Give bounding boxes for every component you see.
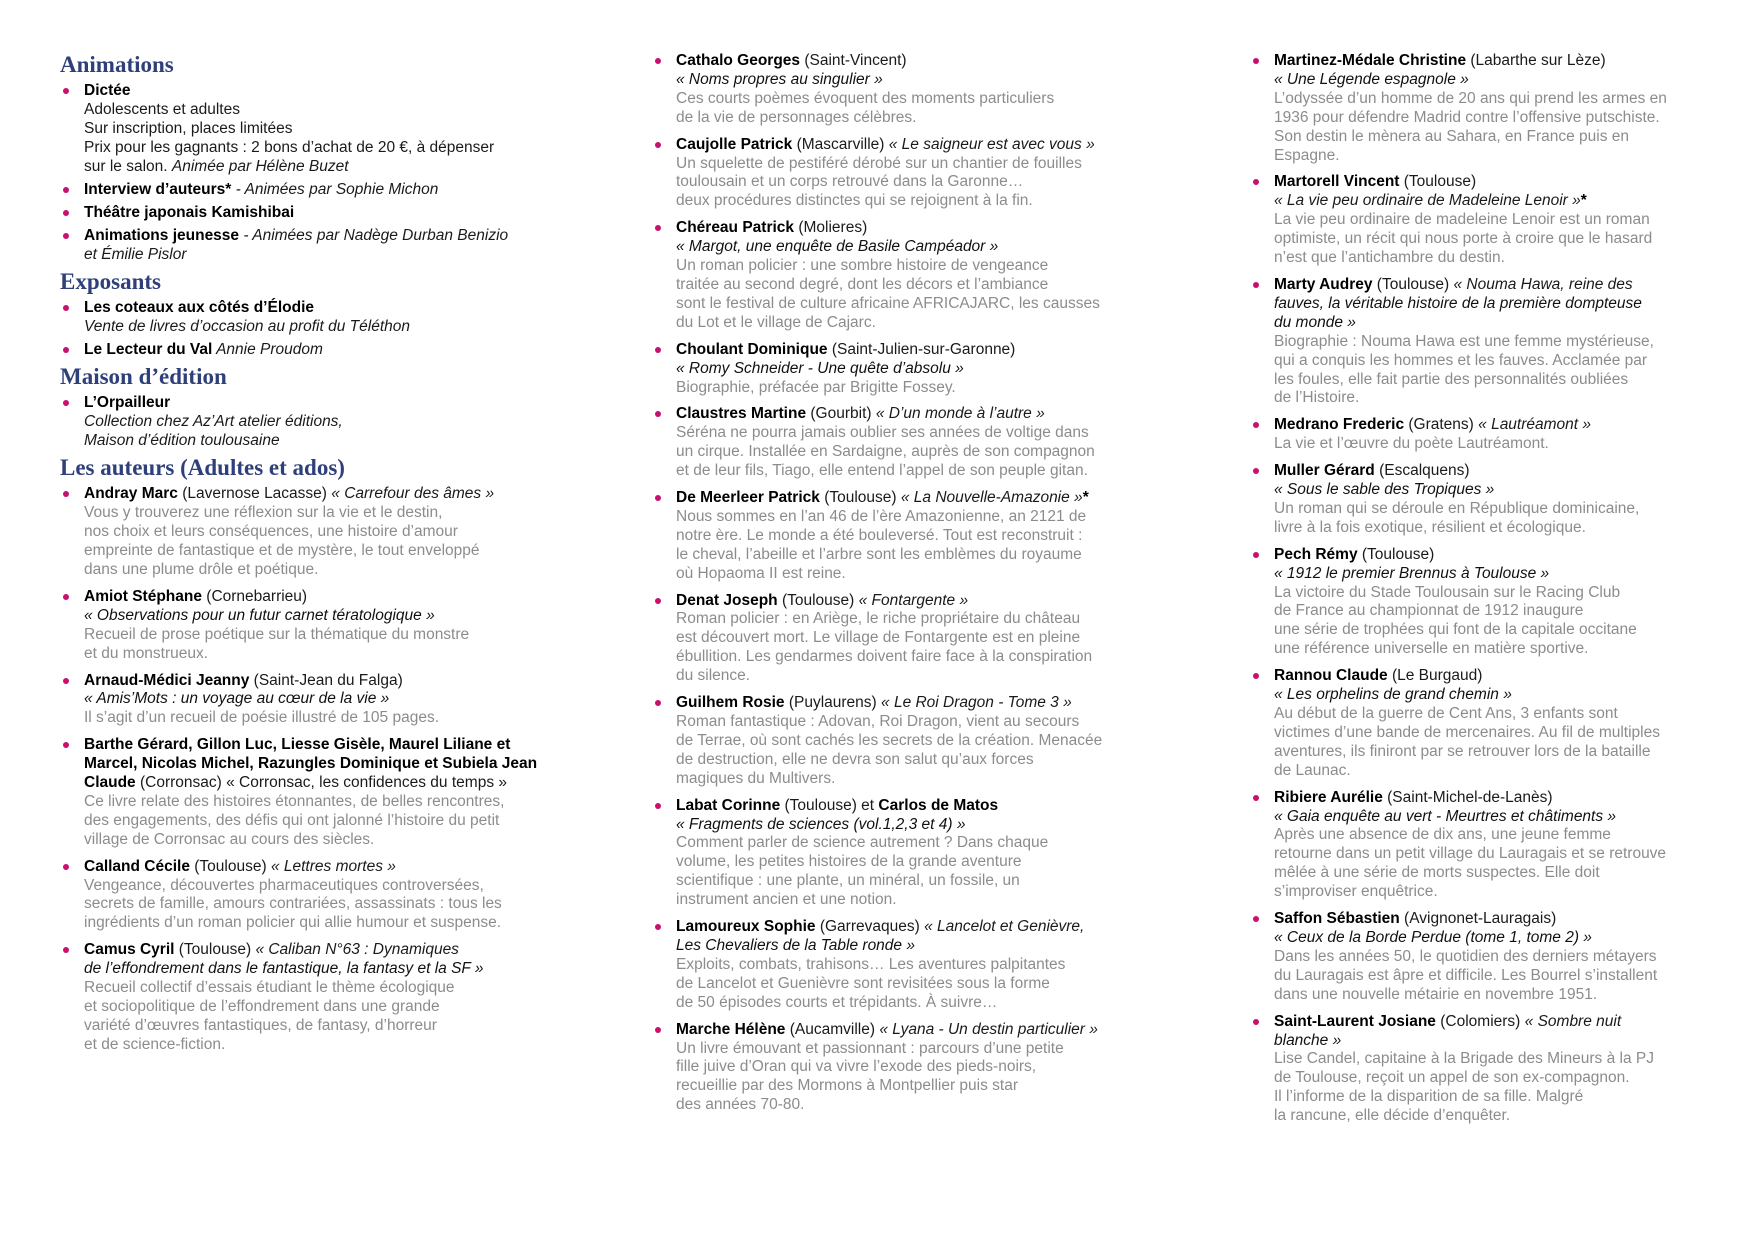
author-name: Arnaud-Médici Jeanny [84,671,250,689]
author-entry [652,918,1152,1013]
item-animator: - Animées par Sophie Michon [231,180,439,198]
book-description: est découvert mort. Le village de Fontargente est en pleine [676,629,1081,647]
author-name: Andray Marc [84,485,178,503]
authors-list-col3 [1250,52,1720,1126]
book-title: « Sombre nuit [1524,1012,1622,1030]
book-description: empreinte de fantastique et de mystère, le tout enveloppé [84,542,480,560]
book-description: Comment parler de science autrement ? Dans chaque [676,834,1049,852]
author-name: Guilhem Rosie [676,694,785,712]
author-place: (Garrevaques) [815,918,925,936]
bullet-icon [655,598,661,604]
author-place: (Labarthe sur Lèze) [1466,52,1606,69]
column-middle [652,52,1152,1123]
bullet-icon [1253,552,1259,558]
item-name: Interview d’auteurs* [84,180,232,198]
book-description: toulousain et un corps retrouvé dans la Garonne… [676,173,1024,191]
section-heading-maison: Maison d’édition [60,363,227,389]
book-description: Lise Candel, capitaine à la Brigade des Mineurs à la PJ [1274,1050,1654,1068]
book-description: variété d’œuvres fantastiques, de fantasy, d’horreur [84,1016,437,1034]
book-description: Dans les années 50, le quotidien des derniers métayers [1274,947,1657,965]
book-title: Les Chevaliers de la Table ronde » [676,936,915,954]
author-place: (Le Burgaud) [1387,667,1483,685]
author-name: Choulant Dominique [676,340,828,358]
book-title: « Margot, une enquête de Basile Campéador » [676,238,999,256]
book-description: aventures, ils finiront par se retrouver lors de la bataille [1274,742,1651,760]
column-left [60,52,580,1063]
bullet-icon [1253,795,1259,801]
author-place: (Toulouse) [189,857,271,875]
book-description: Biographie : Nouma Hawa est une femme mystérieuse, [1274,332,1654,350]
book-description: Biographie, préfacée par Brigitte Fossey. [676,378,956,396]
author-place: (Saint-Jean du Falga) [249,671,403,689]
book-description: dans une plume drôle et poétique. [84,560,319,578]
item-animator: et Émilie Pislor [84,245,187,263]
item-name: Le Lecteur du Val [84,340,213,358]
book-description: Vengeance, découvertes pharmaceutiques controversées, [84,876,484,894]
exposants-list [60,299,580,360]
list-item-dictee [60,82,580,177]
book-description: volume, les petites histoires de la grande aventure [676,853,1022,871]
bullet-icon [655,924,661,930]
author-place: (Escalquens) [1374,462,1470,480]
book-title: « Romy Schneider - Une quête d’absolu » [676,359,964,377]
book-description: nos choix et leurs conséquences, une histoire d’amour [84,523,458,541]
author-name: Rannou Claude [1274,667,1388,685]
maison-list [60,394,580,451]
book-description: La vie peu ordinaire de madeleine Lenoir est un roman [1274,211,1650,229]
bullet-icon [63,305,69,311]
book-title: du monde » [1274,313,1356,331]
bullet-icon [655,803,661,809]
book-description: et de science-fiction. [84,1035,226,1053]
book-description: La vie et l’œuvre du poète Lautréamont. [1274,435,1549,453]
book-description: du Lauragais est âpre et difficile. Les Bourrel s’installent [1274,966,1658,984]
book-title: « La Nouvelle-Amazonie » [900,489,1083,507]
author-name: Marty Audrey [1274,275,1373,293]
book-description: du silence. [676,667,751,685]
asterisk-mark: * [1082,489,1089,507]
author-entry [1250,173,1720,268]
book-description: qui a conquis les hommes et les fauves. Acclamée par [1274,351,1648,369]
author-entry [652,797,1152,910]
book-description: secrets de famille, amours contrariées, assassinats : tous les [84,895,502,913]
book-title: de l’effondrement dans le fantastique, la fantasy et la SF » [84,960,484,978]
book-description: retourne dans un petit village du Lauragais et se retrouve [1274,845,1667,863]
book-description: optimiste, un récit qui nous porte à croire que le hasard [1274,230,1653,248]
author-name: Chéreau Patrick [676,219,795,237]
bullet-icon [1253,422,1259,428]
author-place: (Cornebarrieu) [201,587,308,605]
bullet-icon [63,678,69,684]
author-entry [652,489,1152,584]
section-heading-auteurs: Les auteurs (Adultes et ados) [60,454,345,480]
bullet-icon [63,742,69,748]
item-name: Les coteaux aux côtés d’Élodie [84,299,314,317]
author-place: (Gratens) [1404,416,1479,434]
author-place: (Toulouse) [1399,173,1477,191]
book-description: Il l’informe de la disparition de sa fille. Malgré [1274,1088,1584,1106]
book-description: Séréna ne pourra jamais oublier ses années de voltige dans [676,424,1089,442]
section-heading-animations: Animations [60,52,174,77]
book-description: recueillie par des Mormons à Montpellier puis star [676,1077,1019,1095]
bullet-icon [655,58,661,64]
item-line: sur le salon. [84,158,168,176]
book-title: « Les orphelins de grand chemin » [1274,686,1512,704]
book-description: La victoire du Stade Toulousain sur le Racing Club [1274,583,1621,601]
book-title: « Caliban N°63 : Dynamiques [255,941,459,959]
book-description: scientifique : une plante, un minéral, un fossile, un [676,872,1020,890]
bullet-icon [1253,282,1259,288]
book-description: ingrédients d’un roman policier qui allie humour et suspense. [84,914,502,932]
book-description: de Terrae, où sont cachés les secrets de la création. Menacée [676,731,1103,749]
author-entry [652,405,1152,481]
book-title: « Gaia enquête au vert - Meurtres et châtiments » [1274,807,1617,825]
bullet-icon [63,347,69,353]
author-entry [1250,910,1720,1005]
book-description: deux procédures distinctes qui se rejoignent à la fin. [676,192,1033,210]
author-entry [60,485,580,580]
book-description: Un roman qui se déroule en République dominicaine, [1274,499,1640,517]
column-right [1250,52,1720,1134]
book-description: de destruction, elle ne devra son salut qu’aux forces [676,750,1034,768]
author-place: (Mascarville) [792,135,889,153]
author-place: (Corronsac) « Corronsac, les confidences du temps » [135,774,507,792]
book-description: de 50 épisodes courts et trépidants. À suivre… [676,993,998,1011]
author-entry [652,1021,1152,1116]
author-name: Claustres Martine [676,405,807,423]
author-name: Carlos de Matos [878,796,999,814]
book-description: Ce livre relate des histoires étonnantes, de belles rencontres, [84,792,505,810]
author-entry [652,341,1152,398]
bullet-icon [63,864,69,870]
author-entry [1250,546,1720,659]
author-entry [60,941,580,1054]
book-description: la rancune, elle décide d’enquêter. [1274,1107,1511,1125]
author-place: (Puylaurens) [784,694,882,712]
author-entry [60,858,580,934]
author-place: (Toulouse) [777,591,859,609]
book-title: « Carrefour des âmes » [331,485,495,503]
author-name: Martinez-Médale Christine [1274,52,1467,69]
item-line: Adolescents et adultes [84,101,240,119]
bullet-icon [655,225,661,231]
bullet-icon [1253,673,1259,679]
item-name: L’Orpailleur [84,394,171,412]
item-note: Annie Proudom [212,340,323,358]
list-item [60,341,580,360]
author-name: Lamoureux Sophie [676,918,816,936]
bullet-icon [63,400,69,406]
book-description: victimes d’une bande de mercenaires. Au fil de multiples [1274,723,1660,741]
item-note: Vente de livres d’occasion au profit du Téléthon [84,317,410,335]
item-name: Animations jeunesse [84,226,240,244]
author-place: (Saint-Michel-de-Lanès) [1382,788,1553,806]
item-name: Dictée [84,82,131,100]
book-description: du Lot et le village de Cajarc. [676,313,876,331]
item-name: Théâtre japonais Kamishibai [84,203,295,221]
author-place: (Saint-Vincent) [800,52,907,69]
book-description: livre à la fois exotique, résilient et écologique. [1274,518,1586,536]
author-name: Muller Gérard [1274,462,1375,480]
asterisk-mark: * [1580,192,1587,210]
author-name: De Meerleer Patrick [676,489,820,507]
book-description: notre ère. Le monde a été bouleversé. Tout est reconstruit : [676,526,1083,544]
author-name: Camus Cyril [84,941,175,959]
author-place: (Toulouse) [1357,545,1435,563]
author-entry [60,736,580,849]
bullet-icon [1253,58,1259,64]
book-title: « Lancelot et Genièvre, [924,918,1085,936]
author-entry [1250,667,1720,780]
book-description: un cirque. Installée en Sardaigne, auprès de son compagnon [676,443,1095,461]
author-entry [1250,416,1720,454]
bullet-icon [1253,1019,1259,1025]
author-entry [1250,789,1720,902]
list-item-interview [60,181,580,200]
book-description: village de Corronsac au cours des siècles. [84,830,375,848]
bullet-icon [63,88,69,94]
book-description: Un livre émouvant et passionnant : parcours d’une petite [676,1039,1064,1057]
bullet-icon [655,1027,661,1033]
item-animator: - Animées par Nadège Durban Benizio [239,226,509,244]
author-entry [652,136,1152,212]
book-description: Un roman policier : une sombre histoire de vengeance [676,257,1049,275]
book-description: le cheval, l’abeille et l’arbre sont les emblèmes du royaume [676,545,1082,563]
author-entry [652,52,1152,128]
author-name: Claude [84,774,136,792]
book-description: Un squelette de pestiféré dérobé sur un chantier de fouilles [676,154,1082,172]
book-title: « Fontargente » [858,591,969,609]
book-description: Roman fantastique : Adovan, Roi Dragon, vient au secours [676,713,1080,730]
book-description: de Launac. [1274,761,1351,779]
book-description: Il s’agit d’un recueil de poésie illustré de 105 pages. [84,709,440,727]
animations-list [60,82,580,264]
list-item [60,394,580,451]
book-description: où Hopaoma II est reine. [676,564,846,582]
bullet-icon [63,233,69,239]
book-description: de France au championnat de 1912 inaugure [1274,602,1584,620]
bullet-icon [1253,468,1259,474]
authors-list-col2 [652,52,1152,1115]
book-title: fauves, la véritable histoire de la première dompteuse [1274,294,1642,312]
book-title: « Le saigneur est avec vous » [888,135,1095,153]
author-place: (Toulouse) [1372,275,1454,293]
book-description: traitée au second degré, dont les décors et l’ambiance [676,275,1049,293]
book-description: Ces courts poèmes évoquent des moments particuliers [676,89,1055,107]
section-heading-exposants: Exposants [60,268,161,294]
author-name: Medrano Frederic [1274,416,1405,434]
book-description: et du monstrueux. [84,644,209,662]
author-entry [1250,1013,1720,1126]
author-entry [652,219,1152,332]
book-description: Son destin le mènera au Sahara, en France puis en [1274,127,1630,145]
book-description: une série de trophées qui font de la capitale occitane [1274,621,1637,639]
list-item-kamishibai [60,204,580,223]
author-name: Cathalo Georges [676,52,801,69]
book-description: Roman policier : en Ariège, le riche propriétaire du château [676,610,1081,628]
book-description: fille juive d’Oran qui va vivre l’exode des pieds-noirs, [676,1058,1037,1076]
author-place: (Saint-Julien-sur-Garonne) [827,340,1016,358]
book-description: de Lancelot et Guenièvre sont revisitées sous la forme [676,974,1050,992]
book-description: de Toulouse, reçoit un appel de son ex-compagnon. [1274,1069,1630,1087]
author-name: Labat Corinne [676,796,781,814]
book-title: « Amis’Mots : un voyage au cœur de la vie » [84,690,390,708]
book-description: Au début de la guerre de Cent Ans, 3 enfants sont [1274,705,1618,722]
bullet-icon [655,347,661,353]
book-title: « Lettres mortes » [270,857,396,875]
author-name: Barthe Gérard, Gillon Luc, Liesse Gisèle, Maurel Liliane et [84,736,511,754]
book-description: dans une nouvelle métairie en novembre 1951. [1274,985,1598,1003]
book-description: Vous y trouverez une réflexion sur la vie et le destin, [84,504,443,522]
author-name: Amiot Stéphane [84,587,202,605]
author-place: (Toulouse) [819,489,901,507]
bullet-icon [63,187,69,193]
book-title: blanche » [1274,1031,1342,1049]
author-name: Marche Hélène [676,1020,786,1038]
book-description: L’odyssée d’un homme de 20 ans qui prend les armes en [1274,89,1667,107]
book-description: s’improviser enquêtrice. [1274,883,1438,901]
author-place: (Gourbit) [806,405,876,423]
author-name: Caujolle Patrick [676,135,793,153]
author-name: Martorell Vincent [1274,173,1400,191]
book-description: Recueil collectif d’essais étudiant le thème écologique [84,979,455,997]
book-title: « Ceux de la Borde Perdue (tome 1, tome 2) » [1274,928,1592,946]
author-entry [652,592,1152,687]
author-name: Calland Cécile [84,857,190,875]
book-description: des engagements, des défis qui ont jalonné l’histoire du petit [84,811,500,829]
book-description: des années 70-80. [676,1096,805,1114]
authors-list-col1 [60,485,580,1054]
book-description: Après une absence de dix ans, une jeune femme [1274,826,1611,844]
author-name: Saint-Laurent Josiane [1274,1012,1436,1030]
book-description: sont le festival de culture africaine AFRICAJARC, les causses [676,294,1100,312]
book-title: « Lyana - Un destin particulier » [879,1020,1098,1038]
book-description: et de leur fils, Tiago, elle entend l’appel de son peuple gitan. [676,462,1088,480]
book-title: « Lautréamont » [1478,416,1592,434]
book-description: mêlée à une série de morts suspectes. Elle doit [1274,864,1600,882]
bullet-icon [63,210,69,216]
author-place: (Avignonet-Lauragais) [1399,910,1557,928]
author-entry [1250,276,1720,408]
book-description: les foules, elle fait partie des personnalités oubliées [1274,370,1629,388]
book-description: 1936 pour défendre Madrid contre l’offensive putschiste. [1274,108,1660,126]
book-title: « Sous le sable des Tropiques » [1274,481,1495,499]
author-entry [1250,52,1720,165]
book-description: une référence universelle en matière sportive. [1274,640,1589,658]
book-description: de l’Histoire. [1274,389,1360,407]
author-entry [652,694,1152,789]
item-line: Prix pour les gagnants : 2 bons d’achat de 20 €, à dépenser [84,139,495,157]
book-description: et sociopolitique de l’effondrement dans une grande [84,998,440,1015]
book-title: « Une Légende espagnole » [1274,70,1469,88]
bullet-icon [1253,916,1259,922]
bullet-icon [655,142,661,148]
bullet-icon [655,411,661,417]
author-entry [60,588,580,664]
author-name: Ribiere Aurélie [1274,788,1383,806]
author-place: (Toulouse) et [780,796,879,814]
author-name: Denat Joseph [676,591,778,609]
book-title: « Le Roi Dragon - Tome 3 » [881,694,1072,712]
author-name: Marcel, Nicolas Michel, Razungles Dominique et Subiela Jean [84,755,538,773]
book-title: « Fragments de sciences (vol.1,2,3 et 4) » [676,815,966,833]
book-description: de la vie de personnages célèbres. [676,108,917,126]
author-name: Pech Rémy [1274,545,1358,563]
book-title: « La vie peu ordinaire de Madeleine Lenoir » [1274,192,1581,210]
book-title: « Nouma Hawa, reine des [1453,275,1633,293]
book-title: « Noms propres au singulier » [676,70,883,88]
book-description: Exploits, combats, trahisons… Les aventures palpitantes [676,955,1066,973]
bullet-icon [63,947,69,953]
book-description: Recueil de prose poétique sur la thématique du monstre [84,625,470,643]
list-item-jeunesse [60,227,580,265]
author-entry [60,672,580,729]
book-description: Nous sommes en l’an 46 de l’ère Amazonienne, an 2121 de [676,507,1087,525]
bullet-icon [63,594,69,600]
author-place: (Aucamville) [785,1020,880,1038]
author-entry [1250,462,1720,538]
book-title: « D’un monde à l’autre » [875,405,1045,423]
author-place: (Molieres) [794,219,868,237]
book-title: « 1912 le premier Brennus à Toulouse » [1274,564,1550,582]
bullet-icon [63,491,69,497]
book-description: ébullition. Les gendarmes doivent faire face à la conspiration [676,648,1093,666]
author-place: (Lavernose Lacasse) [177,485,332,503]
item-line: Sur inscription, places limitées [84,120,293,138]
item-note: Collection chez Az’Art atelier éditions, [84,413,343,431]
book-description: magiques du Multivers. [676,769,836,787]
book-description: instrument ancien et une notion. [676,891,897,909]
book-title: « Observations pour un futur carnet tératologique » [84,606,435,624]
bullet-icon [655,700,661,706]
book-description: Espagne. [1274,146,1340,164]
bullet-icon [655,495,661,501]
author-place: (Colomiers) [1435,1012,1525,1030]
author-name: Saffon Sébastien [1274,910,1400,928]
bullet-icon [1253,179,1259,185]
list-item [60,299,580,337]
book-description: n’est que l’antichambre du destin. [1274,249,1505,267]
item-note: Maison d’édition toulousaine [84,432,280,449]
author-place: (Toulouse) [174,941,256,959]
item-animator: Animée par Hélène Buzet [171,158,349,176]
